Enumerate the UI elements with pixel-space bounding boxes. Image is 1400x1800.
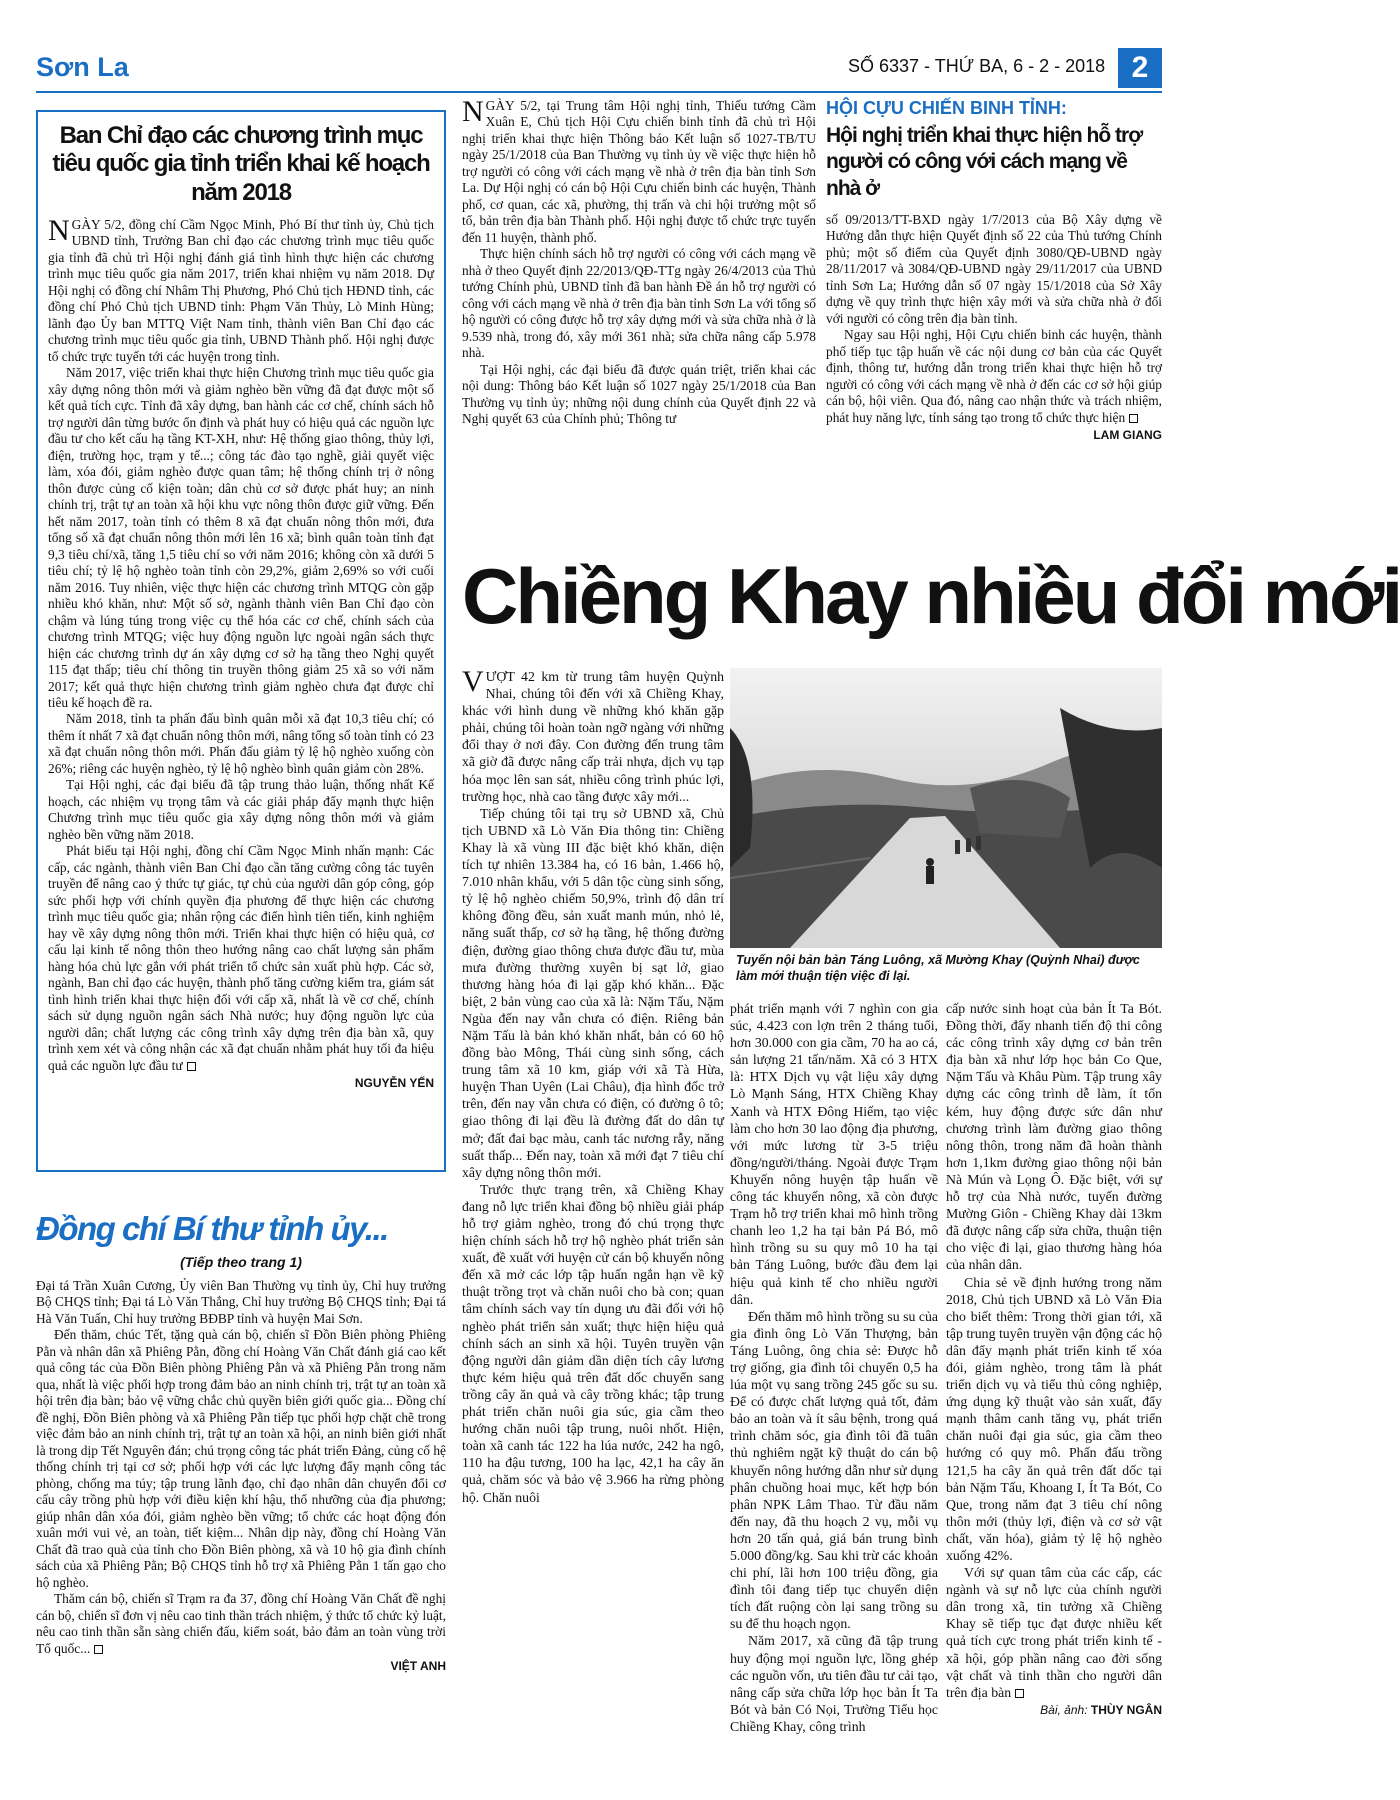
article-hoi-cuu-chien-binh bbox=[826, 98, 1162, 530]
drop-cap: N bbox=[462, 95, 484, 128]
drop-cap: V bbox=[462, 665, 484, 698]
header-rule bbox=[36, 91, 1162, 93]
article-bi-thu-tinh-uy bbox=[36, 1210, 446, 1780]
paragraph: Tại Hội nghị, các đại biểu đã được quán triệt, triển khai các nội dung: Thông báo Kết luận số 1027 ngày 25/1/2018 của Ban Thường vụ tỉnh ủy; những nội dung chính của Quyết định 22 và Nghị quyết 63 của Chính phủ; Thông tư bbox=[462, 361, 816, 427]
paragraph: số 09/2013/TT-BXD ngày 1/7/2013 của Bộ Xây dựng về Hướng dẫn thực hiện Quyết định số 22 của Thủ tướng Chính phủ; một số điểm của Quyết định 3080/QĐ-UBND ngày 28/11/2017 và 3084/QĐ-UBND ngày 29/11/2017 của UBND tỉnh Sơn La; Hướng dẫn số 07 ngày 15/1/2018 của Sở Xây dựng về quy trình thực hiện xây mới và sửa chữa nhà ở đối với người có công trên địa bàn tỉnh. bbox=[826, 211, 1162, 326]
feature-column-2-body bbox=[730, 1000, 938, 1735]
paragraph: Chia sẻ về định hướng trong năm 2018, Chủ tịch UBND xã Lò Văn Đia cho biết thêm: Trong thời gian tới, xã tập trung tuyên truyền vận động các hộ dân đẩy mạnh phát triển kinh tế xóa đói, giảm nghèo, trong tâm là phát triển dịch vụ và tiểu thủ công nghiệp, ứng dụng kỹ thuật vào sản xuất, đẩy mạnh thâm canh tăng vụ, phát triển chăn nuôi đại gia súc, gia cầm theo hướng có quy mô. Phấn đấu trồng 121,5 ha cây ăn quả trên đất dốc tại bản Nặm Tấu, Khoang I, Ít Ta Bót, Co Que, trong năm đạt 3 tiêu chí nông thôn mới (thủy lợi, điện và cơ sở vật chất, văn hóa), giảm tỷ lệ hộ nghèo xuống 42%. bbox=[946, 1274, 1162, 1563]
feature-column-3 bbox=[946, 1000, 1162, 1780]
feature-column-3-body bbox=[946, 1000, 1162, 1701]
paragraph: cấp nước sinh hoạt của bản Ít Ta Bót. Đồng thời, đẩy nhanh tiến độ thi công các công trình xây dựng cơ bản trên địa bàn xã như lớp học bản Co Que, Nặm Tấu và Khâu Pùm. Tập trung xây dựng các công trình dễ làm, ít tốn kém, huy động được sức dân như chương trình làm đường giao thông nông thôn, trong năm đã hoàn thành hơn 1,1km đường giao thông nội bản Nà Mún và Lọng Ô. Đặc biệt, với sự hỗ trợ của Nhà nước, tuyến đường Mường Giôn - Chiềng Khay dài 13km đã được nâng cấp sửa chữa, thuận tiện cho việc đi lại, giao thương hàng hóa của nhân dân. bbox=[946, 1001, 1162, 1273]
paragraph: Tại Hội nghị, các đại biểu đã tập trung thảo luận, thống nhất Kế hoạch, các nhiệm vụ trọng tâm và các giải pháp đẩy mạnh thực hiện Chương trình mục tiêu quốc gia xây dựng nông thôn mới và giảm nghèo bền vững năm 2018. bbox=[48, 777, 434, 842]
article-kicker: HỘI CỰU CHIẾN BINH TỈNH: bbox=[826, 98, 1067, 118]
article-ban-chi-dao bbox=[36, 110, 446, 1172]
paragraph: Thực hiện chính sách hỗ trợ người có công với cách mạng về nhà ở theo Quyết định 22/2013/QĐ-TTg ngày 26/4/2013 của Thủ tướng Chính phủ, UBND tỉnh đã ban hành Đề án hỗ trợ người có công với cách mạng về nhà ở trên địa bàn tỉnh Sơn La với tổng số hộ người có công được hỗ trợ xây dựng mới và sửa chữa nhà ở là 9.539 nhà, trong đó, xây mới 361 nhà; sửa chữa nâng cấp 5.978 nhà. bbox=[462, 246, 816, 361]
end-mark-icon bbox=[94, 1645, 103, 1654]
feature-headline bbox=[462, 540, 1400, 652]
feature-column-1-body bbox=[462, 665, 724, 1506]
paragraph: Trước thực trạng trên, xã Chiềng Khay đang nỗ lực triển khai đồng bộ nhiều giải pháp hỗ trợ giảm nghèo, trong đó chú trọng thực hiện chính sách hỗ trợ hộ nghèo phát triển sản xuất, đề xuất với huyện cử cán bộ khuyến nông đến xã mở các lớp tập huấn ngắn hạn về kỹ thuật trồng trọt và chăn nuôi cho bà con; quan tâm chính sách vay tín dụng ưu đãi đối với hộ nghèo phát triển sản xuất; thực hiện hiệu quả chính sách an sinh xã hội. Tuyên truyền vận động người dân giảm dần diện tích cây lương thực kém hiệu quả trên đất dốc chuyển sang trồng cây ăn quả và cây trồng khác; tập trung phát triển chăn nuôi gia súc, gia cầm theo hướng chăn nuôi tập trung, nuôi nhốt. Hiện, toàn xã canh tác 122 ha lúa nước, 242 ha ngô, 110 ha đậu tương, 100 ha lạc, 42,1 ha cây ăn quả, chăm sóc và bảo vệ 3.966 ha rừng phòng hộ. Chăn nuôi bbox=[462, 1181, 724, 1505]
paragraph: Năm 2017, xã cũng đã tập trung huy động mọi nguồn lực, lồng ghép các nguồn vốn, ưu tiên đầu tư cải tạo, nâng cấp sửa chữa lớp học bản Ít Ta Bót và bản Có Nọi, Trường Tiểu học Chiềng Khay, công trình bbox=[730, 1633, 938, 1734]
article-body bbox=[826, 212, 1162, 426]
article-body bbox=[36, 1278, 446, 1657]
byline: VIỆT ANH bbox=[390, 1659, 446, 1674]
paragraph: Đến thăm, chúc Tết, tặng quà cán bộ, chiến sĩ Đồn Biên phòng Phiêng Pằn và nhân dân xã Phiêng Pằn, đồng chí Hoàng Văn Chất đánh giá cao kết quả công tác của Đồn Biên phòng Phiêng Pằn và xã Phiêng Pằn trong năm qua, nhất là việc phối hợp trong đảm bảo an ninh chính trị, trật tự an toàn xã hội trên địa bàn; bảo vệ vững chắc chủ quyền biên giới quốc gia... Đồng chí đề nghị, Đồn Biên phòng và xã Phiêng Pằn tiếp tục phối hợp chặt chẽ trong việc đảm bảo an ninh chính trị, trật tự an toàn xã hội, an ninh biên giới nhất là trong dịp Tết Nguyên đán; chú trọng công tác phát triển Đảng, củng cố hệ thống chính trị tại cơ sở; phối hợp với các lực lượng đẩy mạnh công tác phòng, chống ma túy; tập trung lãnh đạo, chỉ đạo nhân dân chuyển đổi cơ cấu cây trồng phù hợp với điều kiện khí hậu, thổ nhưỡng của địa phương; giúp nhân dân xóa đói, giảm nghèo bền vững; tổ chức các hoạt động đón xuân mới vui vẻ, an toàn, tiết kiệm... Nhân dịp này, đồng chí Hoàng Văn Chất đã trao quà của tỉnh cho Đồn Biên phòng, xã và 10 hộ gia đình chính sách của xã Phiêng Pằn; Bộ CHQS tỉnh hỗ trợ xã Phiêng Pằn 1 tấn gạo cho hộ nghèo. bbox=[36, 1327, 446, 1590]
paragraph: Năm 2018, tỉnh ta phấn đấu bình quân mỗi xã đạt 10,3 tiêu chí; có thêm ít nhất 7 xã đạt chuẩn nông thôn mới, nâng tổng số toàn tỉnh có 23 xã đạt chuẩn nông thôn mới. Phấn đấu giảm tỷ lệ hộ nghèo xuống còn 26%; riêng các huyện nghèo, tỷ lệ hộ nghèo bình quân giảm còn 28%. bbox=[48, 711, 434, 776]
article-title: Hội nghị triển khai thực hiện hỗ trợ người có công với cách mạng về nhà ở bbox=[826, 124, 1143, 200]
end-mark-icon bbox=[1015, 1689, 1024, 1698]
feature-photo bbox=[730, 668, 1162, 948]
page-number: 2 bbox=[1118, 48, 1162, 88]
byline: NGUYỄN YẾN bbox=[354, 1076, 434, 1091]
photo-caption: Tuyến nội bản bản Táng Luông, xã Mường Khay (Quỳnh Nhai) được làm mới thuận tiện việc đi lại. bbox=[736, 953, 1140, 984]
feature-column-2 bbox=[730, 1000, 938, 1780]
paragraph: Với sự quan tâm của các cấp, các ngành và sự nỗ lực của chính người dân trong xã, tin tưởng xã Chiềng Khay sẽ tiếp tục đạt được nhiều kết quả tích cực trong phát triển kinh tế - xã hội, góp phần nâng cao đời sống vật chất và tinh thần cho người dân trên địa bàn bbox=[946, 1565, 1162, 1700]
paragraph: Năm 2017, việc triển khai thực hiện Chương trình mục tiêu quốc gia xây dựng nông thôn mới và giảm nghèo bền vững đã đạt được một số kết quả tích cực. Tỉnh đã xây dựng, ban hành các cơ chế, chính sách hỗ trợ người dân từng bước ổn định và phát huy có hiệu quả các nguồn lực đầu tư cho kết cấu hạ tầng KT-XH, như: Hệ thống giao thông, thủy lợi, điện, trường học, trạm y tế...; công tác đào tạo nghề, giải quyết việc làm, xóa đói, giảm nghèo được quan tâm; hệ thống chính trị ở nông thôn được củng cố kiện toàn; dân chủ cơ sở được phát huy; an ninh chính trị, trật tự an toàn xã hội khu vực nông thôn được giữ vững. Đến hết năm 2017, toàn tỉnh có thêm 8 xã đạt chuẩn nông thôn mới, đưa tổng số xã đạt chuẩn nông thôn mới lên 16 xã; bình quân toàn tỉnh đạt 9,3 tiêu chí/xã, tăng 1,5 tiêu chí so với năm 2016; không còn xã dưới 5 tiêu chí; tỷ lệ hộ nghèo toàn tỉnh còn 29,2%, giảm 2,69% so với cuối năm 2016. Tuy nhiên, việc thực hiện các chương trình MTQG còn gặp nhiều khó khăn, như: Một số sở, ngành thành viên Ban Chỉ đạo còn chậm và lúng túng trong việc cụ thể hóa các cơ chế, chính sách của chương trình MTQG; việc huy động nguồn lực ngoài ngân sách thực hiện các chương trình dự án xây dựng cơ sở hạ tầng theo Nghị quyết 115 đạt thấp; tiêu chí thông tin truyền thông giảm 25 xã so với năm 2017; kết quả thực hiện chương trình giảm nghèo chưa đạt được chỉ tiêu kế hoạch đề ra. bbox=[48, 365, 434, 710]
byline bbox=[946, 1703, 1162, 1717]
paragraph: Ngay sau Hội nghị, Hội Cựu chiến binh các huyện, thành phố tiếp tục tập huấn về các nội dung cơ bản của các Quyết định, thông tư, hướng dẫn trong triển khai thực hiện hỗ trợ người có công với cách mạng về nhà ở đến các cơ sở hội giúp cán bộ, hội viên. Qua đó, nâng cao nhận thức và trách nhiệm, phát huy năng lực, tính sáng tạo trong tổ chức thực hiện bbox=[826, 327, 1162, 425]
article-title: Ban Chỉ đạo các chương trình mục tiêu quốc gia tỉnh triển khai kế hoạch năm 2018 bbox=[52, 122, 430, 206]
paragraph: Đến thăm mô hình trồng su su của gia đình ông Lò Văn Thượng, bản Táng Luông, ông chia sẻ: Được hỗ trợ giống, gia đình tôi chuyển 0,5 ha lúa một vụ sang trồng 245 gốc su su. Để có được chất lượng quả tốt, đảm bảo an toàn và ít sâu bệnh, trong quá trình chăm sóc, gia đình tôi đã tuân thủ nghiêm ngặt kỹ thuật do cán bộ khuyến nông hướng dẫn như sử dụng phân chuồng hoai mục, kết hợp bón phân NPK Lâm Thao. Từ đầu năm đến nay, đã thu hoạch 2 vụ, mỗi vụ hơn 20 tấn quả, giá bán trung bình 5.000 đồng/kg. Sau khi trừ các khoản chi phí, lãi hơn 100 triệu đồng, gia đình tôi đang tiếp tục chuyển diện tích đất ruộng còn lại sang trồng su su để thu hoạch ngọn. bbox=[730, 1308, 938, 1632]
paragraph: phát triển mạnh với 7 nghìn con gia súc, 4.423 con lợn trên 2 tháng tuổi, hơn 30.000 con gia cầm, 70 ha ao cá, sản lượng 21 tấn/năm. Xã có 3 HTX là: HTX Dịch vụ vật liệu xây dựng Lò Mạnh Sáng, HTX Chiềng Khay Xanh và HTX Đông Hiếm, tạo việc làm cho hơn 30 lao động địa phương, với mức lương từ 3-5 triệu đồng/người/tháng. Ngoài được Trạm Khuyến nông huyện tập huấn về công tác khuyến nông, xã còn được Trạm hỗ trợ triển khai mô hình trồng chanh leo 1,2 ha tại bản Pá Bó, mô hình trồng su su quy mô 10 ha tại bản Táng Luông, bước đầu đem lại hiệu quả kinh tế cho nhiều người dân. bbox=[730, 1001, 938, 1307]
drop-cap: N bbox=[48, 213, 70, 247]
road-photo-image bbox=[730, 668, 1162, 948]
feature-title: Chiềng Khay nhiều đổi mới bbox=[462, 552, 1400, 640]
article-title: Đồng chí Bí thư tỉnh ủy... bbox=[36, 1210, 388, 1247]
byline-author: THÙY NGÂN bbox=[1090, 1702, 1162, 1717]
paragraph: GÀY 5/2, tại Trung tâm Hội nghị tỉnh, Thiếu tướng Cầm Xuân E, Chủ tịch Hội Cựu chiến binh tỉnh đã chủ trì Hội nghị triển khai thực hiện Thông báo Kết luận số 1027-TB/TU ngày 25/1/2018 của Ban Thường vụ tỉnh ủy về việc thực hiện hỗ trợ người có công với cách mạng về nhà ở trên địa bàn tỉnh Sơn La. Dự Hội nghị có cán bộ Hội Cựu chiến binh các huyện, Thành phố, cơ quan, các xã, phường, thị trấn và chi hội trưởng một số tổ, bản trên địa bàn Thành phố. Hội nghị được tổ chức trực tuyến đến 11 huyện, thành phố. bbox=[462, 98, 816, 245]
issue-info: SỐ 6337 - THỨ BA, 6 - 2 - 2018 bbox=[848, 56, 1106, 76]
end-mark-icon bbox=[1129, 414, 1138, 423]
byline-prefix: Bài, ảnh: bbox=[1040, 1702, 1088, 1717]
end-mark-icon bbox=[187, 1062, 196, 1071]
paragraph: ƯỢT 42 km từ trung tâm huyện Quỳnh Nhai, chúng tôi đến với xã Chiềng Khay, khác với hình dung về những khó khăn gặp phải, chúng tôi hoàn toàn ngỡ ngàng với những đổi thay ở nơi đây. Con đường đến trung tâm xã giờ đã được nâng cấp trải nhựa, dịch vụ tạp hóa mọc lên san sát, nhiều công trình phúc lợi, trường học, nhà cao tầng được xây mới... bbox=[462, 669, 724, 804]
paragraph: Đại tá Trần Xuân Cương, Ủy viên Ban Thường vụ tỉnh ủy, Chỉ huy trưởng Bộ CHQS tỉnh; Đại tá Lò Văn Thắng, Chỉ huy trưởng Bộ CHQS tỉnh; Đại tá Hà Văn Tuấn, Chỉ huy trưởng BĐBP tỉnh và huyện Mai Sơn. bbox=[36, 1277, 446, 1326]
article-hoi-nghi-part1 bbox=[462, 95, 816, 530]
paragraph: Tiếp chúng tôi tại trụ sở UBND xã, Chủ tịch UBND xã Lò Văn Đia thông tin: Chiềng Khay là xã vùng III đặc biệt khó khăn, diện tích tự nhiên 13.384 ha, có 16 bản, 1.466 hộ, 7.010 nhân khẩu, với 5 dân tộc cùng sinh sống, tỷ lệ hộ nghèo chiếm 50,9%, trình độ dân trí không đồng đều, sản xuất manh mún, nhỏ lẻ, năng suất thấp, cơ sở hạ tầng, hệ thống đường điện, đường giao thông chưa được đầu tư, mùa mưa đường thường xuyên bị sạt lở, giao thương hàng hóa đi lại gặp khó khăn... Đặc biệt, 2 bản vùng cao của xã là: Nặm Tấu, Nặm Ngùa đến nay vẫn chưa có điện. Riêng bản Nặm Tấu là bản khó khăn nhất, bản có 60 hộ đồng bào Mông, Thái cùng sinh sống, cách trung tâm xã 10 km, giáp với xã Tà Hừa, huyện Than Uyên (Lai Châu), địa hình đốc trở trên, đến nay vẫn chưa có điện, có đường ô tô; giao thông đi lại đều là đường đất do dân tự mở; đất đai bạc màu, canh tác nương rẫy, năng suất thấp... Đến nay, toàn xã mới đạt 7 tiêu chí xây dựng nông thôn mới. bbox=[462, 805, 724, 1180]
article-body bbox=[48, 213, 434, 1074]
byline: LAM GIANG bbox=[1093, 428, 1162, 443]
page-header bbox=[0, 0, 1200, 92]
paragraph: Phát biểu tại Hội nghị, đồng chí Cầm Ngọc Minh nhấn mạnh: Các cấp, các ngành, thành viên Ban Chỉ đạo cần tăng cường công tác tuyên truyền để nâng cao ý thức tự giác, tự chủ của người dân góp công, góp sức phối hợp với chính quyền địa phương để thực hiện các chương trình mục tiêu quốc gia; nhân rộng các điển hình tiên tiến, kinh nghiệm hay về xây dựng nông thôn mới. Triển khai thực hiện có hiệu quả, cơ cấu lại kinh tế nông thôn theo hướng nâng cao chất lượng sản phẩm hàng hóa chủ lực gắn với phát triển tổ chức sản xuất phù hợp. Các sở, ngành, Ban chỉ đạo các huyện, thành phố tăng cường kiểm tra, giám sát tình hình triển khai thực hiện đối với cấp xã, nhất là về cơ chế, chính sách sử dụng nguồn ngân sách Nhà nước; huy động nguồn lực của người dân; chất lượng các công trình xây dựng trên địa bàn xã, quy trình xem xét và công nhận các xã đạt chuẩn nhằm phát huy tối đa hiệu quả các nguồn lực đầu tư bbox=[48, 843, 434, 1073]
article-body bbox=[462, 95, 816, 428]
paragraph: GÀY 5/2, đồng chí Cầm Ngọc Minh, Phó Bí thư tỉnh ủy, Chủ tịch UBND tỉnh, Trưởng Ban chỉ đạo các chương trình mục tiêu quốc gia tỉnh đã chủ trì Hội nghị đánh giá tình hình thực hiện các chương trình mục tiêu quốc gia năm 2017, triển khai nhiệm vụ năm 2018. Dự Hội nghị có đồng chí Nhâm Thị Phương, Phó Chủ tịch HĐND tỉnh, các đồng chí Phó Chủ tịch UBND tỉnh: Phạm Văn Thủy, Lò Minh Hùng; lãnh đạo Ủy ban MTTQ Việt Nam tỉnh, thành viên Ban Chỉ đạo các chương trình mục tiêu quốc gia tỉnh, UBND Thành phố. Hội nghị được tổ chức trực tuyến tới các huyện trong tỉnh. bbox=[48, 216, 434, 364]
paragraph: Thăm cán bộ, chiến sĩ Trạm ra đa 37, đồng chí Hoàng Văn Chất đề nghị cán bộ, chiến sĩ đơn vị nêu cao tinh thần trách nhiệm, ý thức tổ chức kỷ luật, nêu cao tinh thần sẵn sàng chiến đấu, kiểm soát, bảo đảm an toàn vùng trời Tổ quốc... bbox=[36, 1591, 446, 1656]
section-name: Sơn La bbox=[36, 52, 129, 82]
feature-column-1 bbox=[462, 665, 724, 1780]
continued-note: (Tiếp theo trang 1) bbox=[180, 1253, 302, 1270]
